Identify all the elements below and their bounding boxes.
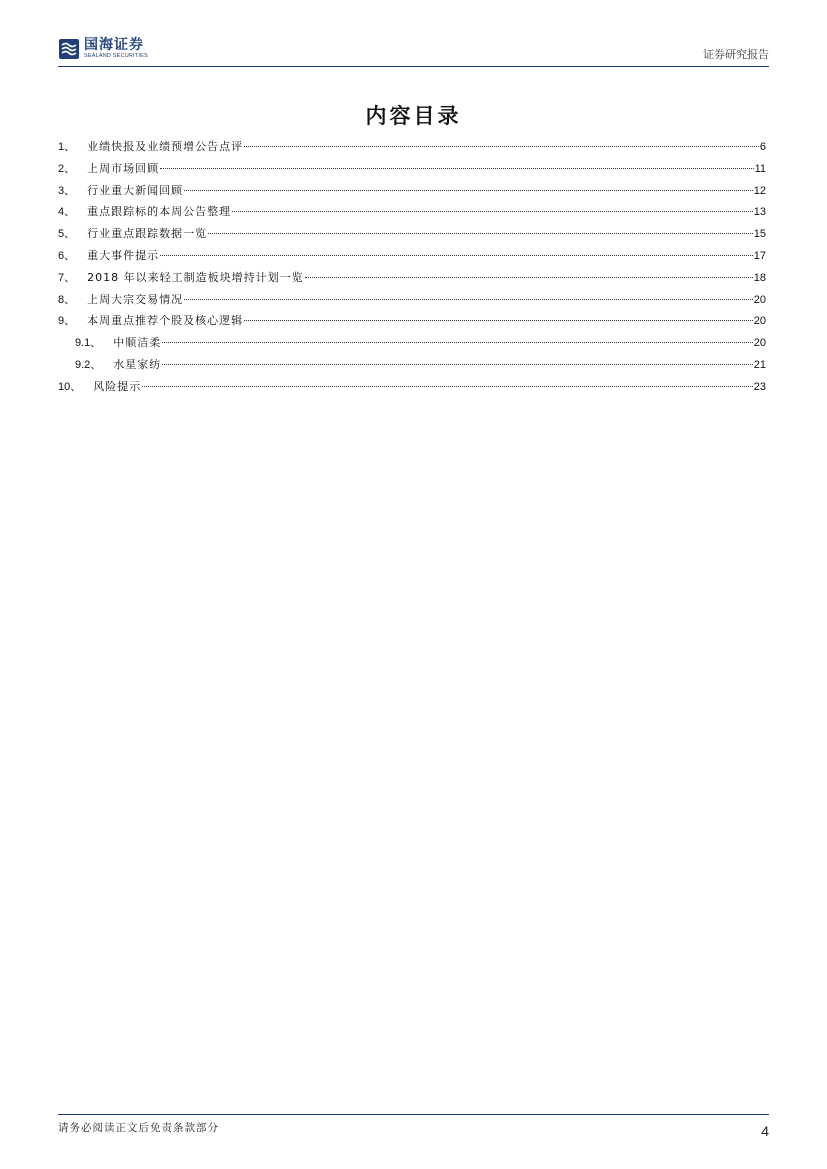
sealand-logo-icon: [58, 38, 80, 60]
toc-leader-dots: [244, 320, 753, 321]
toc-entry-4[interactable]: [58, 203, 766, 225]
toc-entry-number: 9.1、: [75, 337, 102, 350]
toc-entry-label: 重点跟踪标的本周公告整理: [87, 205, 232, 219]
toc-entry-label: 2018 年以来轻工制造板块增持计划一览: [87, 270, 304, 284]
toc-entry-page: 20: [753, 293, 766, 306]
toc-entry-8[interactable]: [58, 291, 766, 313]
toc-entry-9-1[interactable]: [58, 334, 766, 356]
page-header: [58, 36, 769, 67]
page-footer: [58, 1114, 769, 1139]
toc-entry-page: 11: [754, 162, 766, 175]
toc-leader-dots: [142, 386, 753, 387]
toc-entry-7[interactable]: [58, 269, 766, 291]
toc-leader-dots: [305, 277, 753, 278]
toc-leader-dots: [162, 342, 752, 343]
toc-entry-5[interactable]: [58, 225, 766, 247]
toc-entry-page: 21: [753, 358, 766, 371]
toc-entry-9-2[interactable]: [58, 356, 766, 378]
toc-entry-label: 重大事件提示: [87, 248, 160, 262]
logo-english-name: SEALAND SECURITIES: [84, 53, 148, 60]
toc-entry-page: 23: [753, 380, 766, 393]
toc-leader-dots: [162, 364, 752, 365]
toc-entry-label: 中顺洁柔: [113, 336, 162, 350]
toc-entry-number: 6、: [58, 249, 76, 262]
logo-chinese-name: 国海证券: [84, 37, 144, 54]
toc-entry-page: 20: [753, 337, 766, 350]
toc-entry-page: 20: [753, 315, 766, 328]
toc-entry-number: 2、: [58, 162, 76, 175]
toc-entry-page: 18: [753, 271, 766, 284]
toc-entry-6[interactable]: [58, 247, 766, 269]
table-of-contents: [58, 138, 766, 400]
toc-entry-page: 13: [753, 206, 766, 219]
toc-leader-dots: [160, 168, 753, 169]
toc-leader-dots: [184, 299, 753, 300]
toc-leader-dots: [232, 211, 753, 212]
toc-entry-number: 5、: [58, 228, 76, 241]
toc-entry-number: 9.2、: [75, 358, 102, 371]
toc-entry-number: 9、: [58, 315, 76, 328]
disclaimer-note: 请务必阅读正文后免责条款部分: [58, 1122, 219, 1134]
toc-entry-page: 6: [759, 141, 766, 153]
toc-entry-3[interactable]: [58, 182, 766, 204]
toc-entry-label: 上周大宗交易情况: [87, 292, 184, 306]
toc-entry-number: 8、: [58, 293, 76, 306]
toc-entry-page: 15: [753, 228, 766, 241]
toc-entry-number: 1、: [58, 141, 76, 153]
toc-entry-number: 4、: [58, 206, 76, 219]
page-number: 4: [761, 1123, 769, 1139]
toc-title: 内容目录: [365, 104, 462, 128]
toc-entry-page: 12: [753, 184, 766, 197]
toc-entry-2[interactable]: [58, 160, 766, 182]
toc-entry-label: 风险提示: [93, 379, 142, 393]
toc-entry-label: 行业重大新闻回顾: [87, 183, 184, 197]
toc-entry-label: 本周重点推荐个股及核心逻辑: [87, 314, 244, 328]
toc-entry-10[interactable]: [58, 378, 766, 400]
toc-entry-1[interactable]: [58, 138, 766, 160]
toc-leader-dots: [244, 146, 759, 147]
toc-entry-label: 水星家纺: [113, 357, 162, 371]
toc-entry-label: 行业重点跟踪数据一览: [87, 227, 208, 241]
toc-entry-9[interactable]: [58, 312, 766, 334]
report-type-label: 证券研究报告: [703, 48, 769, 61]
toc-entry-page: 17: [753, 249, 766, 262]
toc-leader-dots: [184, 190, 753, 191]
company-logo: [58, 36, 148, 62]
toc-leader-dots: [208, 233, 753, 234]
toc-entry-label: 上周市场回顾: [87, 161, 160, 175]
toc-leader-dots: [160, 255, 753, 256]
toc-entry-number: 3、: [58, 184, 76, 197]
toc-entry-number: 10、: [58, 380, 82, 393]
toc-entry-label: 业绩快报及业绩预增公告点评: [87, 140, 244, 153]
toc-entry-number: 7、: [58, 271, 76, 284]
